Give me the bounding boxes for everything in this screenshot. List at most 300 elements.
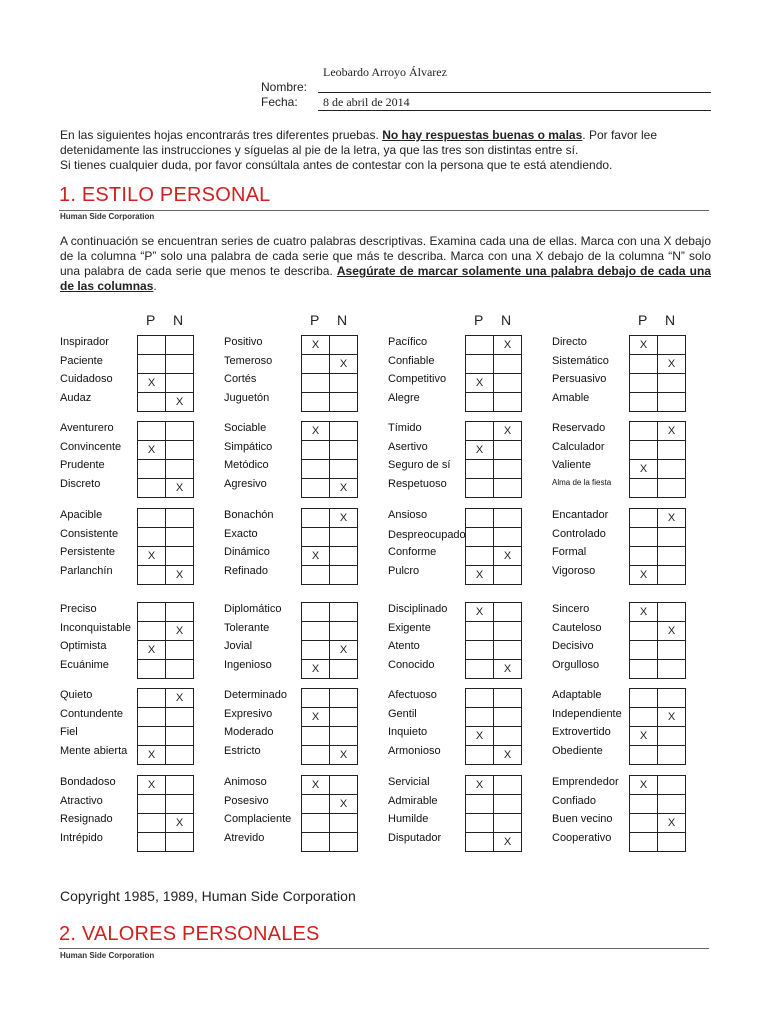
- answer-grid: [465, 688, 522, 765]
- answer-row: [630, 460, 686, 479]
- answer-row: [630, 528, 686, 547]
- p-checkbox[interactable]: [630, 441, 658, 460]
- n-checkbox[interactable]: X: [658, 509, 686, 528]
- p-checkbox[interactable]: [466, 355, 494, 374]
- n-checkbox[interactable]: [330, 708, 358, 727]
- n-checkbox[interactable]: X: [494, 336, 522, 355]
- word-label: Confiable: [388, 354, 435, 367]
- p-checkbox[interactable]: [302, 393, 330, 412]
- n-checkbox[interactable]: [166, 746, 194, 765]
- n-checkbox[interactable]: X: [166, 393, 194, 412]
- n-checkbox[interactable]: [166, 795, 194, 814]
- p-checkbox[interactable]: [630, 479, 658, 498]
- n-checkbox[interactable]: [494, 795, 522, 814]
- word-label: Jovial: [224, 640, 253, 653]
- p-checkbox[interactable]: [630, 355, 658, 374]
- word-label: Aventurero: [60, 422, 114, 434]
- p-checkbox[interactable]: [138, 460, 166, 479]
- p-checkbox[interactable]: [138, 795, 166, 814]
- n-checkbox[interactable]: X: [494, 833, 522, 852]
- answer-row: [302, 441, 358, 460]
- n-checkbox[interactable]: [166, 727, 194, 746]
- p-checkbox[interactable]: [138, 355, 166, 374]
- answer-row: [466, 833, 522, 852]
- answer-grid: [629, 421, 686, 498]
- n-checkbox[interactable]: [330, 566, 358, 585]
- p-checkbox[interactable]: X: [138, 776, 166, 795]
- word-label: Juguetón: [224, 392, 270, 405]
- answer-row: [630, 689, 686, 708]
- word-label: Mente abierta: [60, 745, 128, 758]
- n-checkbox[interactable]: [330, 776, 358, 795]
- p-checkbox[interactable]: [466, 509, 494, 528]
- n-checkbox[interactable]: [658, 479, 686, 498]
- p-checkbox[interactable]: [466, 708, 494, 727]
- fecha-value: 8 de abril de 2014: [323, 95, 410, 109]
- n-checkbox[interactable]: [658, 746, 686, 765]
- n-checkbox[interactable]: [166, 509, 194, 528]
- n-checkbox[interactable]: [330, 374, 358, 393]
- n-checkbox[interactable]: [658, 374, 686, 393]
- word-label: Amable: [552, 392, 590, 405]
- answer-row: [302, 393, 358, 412]
- p-checkbox[interactable]: [466, 833, 494, 852]
- answer-row: [630, 776, 686, 795]
- p-checkbox[interactable]: X: [630, 727, 658, 746]
- answer-row: [630, 547, 686, 566]
- p-checkbox[interactable]: [466, 814, 494, 833]
- n-checkbox[interactable]: [166, 336, 194, 355]
- n-checkbox[interactable]: X: [330, 746, 358, 765]
- p-checkbox[interactable]: [302, 460, 330, 479]
- word-label: Conocido: [388, 659, 435, 672]
- word-label: Resignado: [60, 813, 113, 826]
- p-checkbox[interactable]: [466, 460, 494, 479]
- n-checkbox[interactable]: [658, 660, 686, 679]
- n-checkbox[interactable]: [330, 814, 358, 833]
- n-checkbox[interactable]: [658, 641, 686, 660]
- n-checkbox[interactable]: [330, 393, 358, 412]
- p-checkbox[interactable]: X: [138, 746, 166, 765]
- p-checkbox[interactable]: [466, 547, 494, 566]
- answer-row: [138, 641, 194, 660]
- n-checkbox[interactable]: [494, 441, 522, 460]
- p-checkbox[interactable]: [302, 641, 330, 660]
- word-label: Atractivo: [60, 794, 103, 807]
- n-checkbox[interactable]: [658, 441, 686, 460]
- answer-row: [138, 708, 194, 727]
- answer-row: [302, 727, 358, 746]
- p-checkbox[interactable]: [466, 393, 494, 412]
- n-checkbox[interactable]: [330, 622, 358, 641]
- answer-row: [138, 479, 194, 498]
- n-checkbox[interactable]: [494, 460, 522, 479]
- answer-row: [630, 422, 686, 441]
- p-checkbox[interactable]: [302, 479, 330, 498]
- n-checkbox[interactable]: [658, 547, 686, 566]
- n-checkbox[interactable]: X: [330, 641, 358, 660]
- answer-row: [302, 689, 358, 708]
- n-checkbox[interactable]: [166, 422, 194, 441]
- word-label: Seguro de sí: [388, 459, 451, 472]
- n-checkbox[interactable]: [166, 460, 194, 479]
- p-checkbox[interactable]: X: [302, 660, 330, 679]
- p-checkbox[interactable]: [466, 528, 494, 547]
- n-checkbox[interactable]: [494, 355, 522, 374]
- answer-grid: [137, 602, 194, 679]
- n-checkbox[interactable]: X: [494, 660, 522, 679]
- column-n-header: N: [173, 312, 184, 328]
- p-checkbox[interactable]: [466, 622, 494, 641]
- n-checkbox[interactable]: [658, 393, 686, 412]
- p-checkbox[interactable]: [138, 528, 166, 547]
- answer-grid: [137, 775, 194, 852]
- answer-row: [302, 460, 358, 479]
- p-checkbox[interactable]: [138, 708, 166, 727]
- intro-paragraph: [60, 128, 720, 173]
- p-checkbox[interactable]: [302, 833, 330, 852]
- n-checkbox[interactable]: X: [658, 355, 686, 374]
- p-checkbox[interactable]: X: [138, 441, 166, 460]
- word-label: Servicial: [388, 776, 430, 788]
- n-checkbox[interactable]: [330, 660, 358, 679]
- answer-row: [302, 833, 358, 852]
- answer-row: [302, 479, 358, 498]
- word-label: Fiel: [60, 726, 78, 739]
- p-checkbox[interactable]: [630, 422, 658, 441]
- n-checkbox[interactable]: X: [494, 422, 522, 441]
- answer-grid: [465, 335, 522, 412]
- n-checkbox[interactable]: [494, 708, 522, 727]
- p-checkbox[interactable]: [466, 795, 494, 814]
- p-checkbox[interactable]: X: [466, 374, 494, 393]
- p-checkbox[interactable]: [466, 660, 494, 679]
- word-label: Complaciente: [224, 813, 292, 826]
- p-checkbox[interactable]: [630, 746, 658, 765]
- answer-row: [138, 776, 194, 795]
- n-checkbox[interactable]: [166, 641, 194, 660]
- p-checkbox[interactable]: [466, 422, 494, 441]
- n-checkbox[interactable]: [658, 336, 686, 355]
- n-checkbox[interactable]: X: [658, 814, 686, 833]
- p-checkbox[interactable]: [630, 374, 658, 393]
- p-checkbox[interactable]: X: [466, 776, 494, 795]
- word-label: Animoso: [224, 776, 267, 788]
- answer-grid: [465, 775, 522, 852]
- p-checkbox[interactable]: [138, 727, 166, 746]
- p-checkbox[interactable]: [302, 746, 330, 765]
- word-label: Sociable: [224, 422, 267, 434]
- word-label: Cooperativo: [552, 832, 612, 845]
- n-checkbox[interactable]: [494, 528, 522, 547]
- n-checkbox[interactable]: X: [166, 479, 194, 498]
- n-checkbox[interactable]: X: [166, 566, 194, 585]
- n-checkbox[interactable]: [330, 689, 358, 708]
- p-checkbox[interactable]: [466, 746, 494, 765]
- p-checkbox[interactable]: [138, 393, 166, 412]
- p-checkbox[interactable]: X: [302, 708, 330, 727]
- n-checkbox[interactable]: [330, 833, 358, 852]
- p-checkbox[interactable]: [630, 708, 658, 727]
- n-checkbox[interactable]: [166, 833, 194, 852]
- answer-row: [466, 689, 522, 708]
- p-checkbox[interactable]: X: [630, 460, 658, 479]
- n-checkbox[interactable]: X: [330, 479, 358, 498]
- answer-row: [302, 374, 358, 393]
- p-checkbox[interactable]: [138, 566, 166, 585]
- n-checkbox[interactable]: [330, 603, 358, 622]
- answer-row: [302, 814, 358, 833]
- answer-row: [138, 393, 194, 412]
- word-label: Orgulloso: [552, 659, 600, 672]
- p-checkbox[interactable]: [138, 814, 166, 833]
- n-checkbox[interactable]: X: [658, 708, 686, 727]
- section1-rule: [59, 210, 709, 211]
- n-checkbox[interactable]: [658, 603, 686, 622]
- p-checkbox[interactable]: [466, 689, 494, 708]
- p-checkbox[interactable]: X: [466, 441, 494, 460]
- n-checkbox[interactable]: [166, 374, 194, 393]
- n-checkbox[interactable]: [494, 393, 522, 412]
- answer-row: [302, 795, 358, 814]
- n-checkbox[interactable]: [494, 566, 522, 585]
- instructions-text: A continuación se encuentran series de cuatro palabras descriptivas. Examina cada una de ellas. Marca con una X debajo de la columna “P” solo una palabra de cada serie que más te describa. Marca con una X debajo de la columna “N” solo una palabra de cada serie que menos te describa.: [60, 234, 711, 278]
- answer-grid: [465, 508, 522, 585]
- section1-title: 1. ESTILO PERSONAL: [59, 184, 271, 206]
- word-label: Humilde: [388, 813, 429, 826]
- word-label: Estricto: [224, 745, 261, 758]
- word-label: Bonachón: [224, 509, 274, 521]
- p-checkbox[interactable]: [302, 727, 330, 746]
- answer-row: [302, 509, 358, 528]
- answer-grid: [301, 688, 358, 765]
- word-label: Bondadoso: [60, 776, 116, 788]
- section2-title: 2. VALORES PERSONALES: [59, 923, 320, 945]
- n-checkbox[interactable]: X: [330, 509, 358, 528]
- p-checkbox[interactable]: [630, 641, 658, 660]
- word-label: Determinado: [224, 689, 287, 701]
- n-checkbox[interactable]: [494, 603, 522, 622]
- p-checkbox[interactable]: [466, 336, 494, 355]
- answer-row: [630, 727, 686, 746]
- section2-rule: [59, 948, 709, 949]
- n-checkbox[interactable]: X: [166, 689, 194, 708]
- word-label: Vigoroso: [552, 565, 596, 578]
- word-label: Alma de la fiesta: [552, 478, 612, 488]
- answer-grid: [301, 602, 358, 679]
- answer-row: [138, 441, 194, 460]
- word-label: Directo: [552, 336, 587, 348]
- n-checkbox[interactable]: [166, 441, 194, 460]
- word-label: Quieto: [60, 689, 93, 701]
- p-checkbox[interactable]: [630, 814, 658, 833]
- word-label: Disciplinado: [388, 603, 448, 615]
- n-checkbox[interactable]: [494, 814, 522, 833]
- p-checkbox[interactable]: X: [466, 566, 494, 585]
- n-checkbox[interactable]: X: [166, 814, 194, 833]
- answer-row: [466, 509, 522, 528]
- word-label: Pacífico: [388, 336, 428, 348]
- p-checkbox[interactable]: [138, 660, 166, 679]
- n-checkbox[interactable]: X: [330, 795, 358, 814]
- answer-row: [302, 622, 358, 641]
- word-label: Formal: [552, 546, 587, 559]
- answer-row: [466, 441, 522, 460]
- p-checkbox[interactable]: [302, 689, 330, 708]
- word-label: Paciente: [60, 354, 103, 367]
- n-checkbox[interactable]: [166, 660, 194, 679]
- n-checkbox[interactable]: [166, 776, 194, 795]
- p-checkbox[interactable]: [630, 795, 658, 814]
- p-checkbox[interactable]: [138, 689, 166, 708]
- n-checkbox[interactable]: [494, 622, 522, 641]
- n-checkbox[interactable]: [494, 641, 522, 660]
- n-checkbox[interactable]: [494, 727, 522, 746]
- word-label: Despreocupado: [388, 528, 466, 541]
- answer-row: [138, 460, 194, 479]
- answer-grid: [301, 508, 358, 585]
- p-checkbox[interactable]: [302, 622, 330, 641]
- answer-row: [302, 746, 358, 765]
- column-n-header: N: [501, 312, 512, 328]
- p-checkbox[interactable]: X: [302, 547, 330, 566]
- n-checkbox[interactable]: [658, 460, 686, 479]
- p-checkbox[interactable]: [302, 374, 330, 393]
- n-checkbox[interactable]: X: [658, 622, 686, 641]
- word-label: Ecuánime: [60, 659, 109, 672]
- p-checkbox[interactable]: [138, 422, 166, 441]
- p-checkbox[interactable]: X: [466, 603, 494, 622]
- column-p-header: P: [474, 312, 484, 328]
- answer-row: [466, 422, 522, 441]
- n-checkbox[interactable]: [330, 441, 358, 460]
- answer-row: [630, 708, 686, 727]
- n-checkbox[interactable]: [166, 528, 194, 547]
- n-checkbox[interactable]: [166, 547, 194, 566]
- p-checkbox[interactable]: X: [302, 422, 330, 441]
- answer-row: [302, 641, 358, 660]
- p-checkbox[interactable]: [630, 689, 658, 708]
- p-checkbox[interactable]: [302, 795, 330, 814]
- p-checkbox[interactable]: [302, 814, 330, 833]
- n-checkbox[interactable]: [494, 374, 522, 393]
- word-label: Prudente: [60, 459, 105, 472]
- answer-row: [466, 528, 522, 547]
- n-checkbox[interactable]: [658, 727, 686, 746]
- p-checkbox[interactable]: [302, 355, 330, 374]
- p-checkbox[interactable]: X: [630, 603, 658, 622]
- p-checkbox[interactable]: [138, 622, 166, 641]
- n-checkbox[interactable]: [330, 422, 358, 441]
- n-checkbox[interactable]: X: [494, 746, 522, 765]
- n-checkbox[interactable]: [330, 727, 358, 746]
- p-checkbox[interactable]: X: [302, 776, 330, 795]
- n-checkbox[interactable]: [494, 509, 522, 528]
- fecha-underline[interactable]: [318, 110, 711, 111]
- answer-row: [138, 336, 194, 355]
- answer-row: [302, 355, 358, 374]
- n-checkbox[interactable]: [166, 355, 194, 374]
- p-checkbox[interactable]: [138, 603, 166, 622]
- n-checkbox[interactable]: X: [330, 355, 358, 374]
- answer-row: [302, 547, 358, 566]
- word-label: Expresivo: [224, 707, 273, 720]
- p-checkbox[interactable]: [138, 833, 166, 852]
- answer-row: [466, 566, 522, 585]
- answer-grid: [629, 602, 686, 679]
- p-checkbox[interactable]: [630, 528, 658, 547]
- n-checkbox[interactable]: X: [658, 422, 686, 441]
- p-checkbox[interactable]: [630, 660, 658, 679]
- p-checkbox[interactable]: [302, 603, 330, 622]
- n-checkbox[interactable]: X: [494, 547, 522, 566]
- nombre-underline[interactable]: [318, 92, 711, 93]
- word-label: Competitivo: [388, 373, 447, 386]
- n-checkbox[interactable]: [658, 833, 686, 852]
- n-checkbox[interactable]: [494, 479, 522, 498]
- n-checkbox[interactable]: [658, 528, 686, 547]
- p-checkbox[interactable]: [466, 479, 494, 498]
- p-checkbox[interactable]: X: [302, 336, 330, 355]
- p-checkbox[interactable]: [138, 336, 166, 355]
- answer-row: [138, 833, 194, 852]
- n-checkbox[interactable]: X: [166, 622, 194, 641]
- n-checkbox[interactable]: [658, 566, 686, 585]
- n-checkbox[interactable]: [330, 336, 358, 355]
- p-checkbox[interactable]: [302, 441, 330, 460]
- p-checkbox[interactable]: X: [630, 336, 658, 355]
- answer-row: [466, 603, 522, 622]
- p-checkbox[interactable]: [138, 479, 166, 498]
- instructions-bold: Asegúrate de marcar solamente una palabra debajo de cada una de las columnas: [60, 264, 711, 293]
- p-checkbox[interactable]: X: [138, 641, 166, 660]
- p-checkbox[interactable]: X: [138, 547, 166, 566]
- n-checkbox[interactable]: [330, 547, 358, 566]
- word-label: Pulcro: [388, 565, 420, 578]
- p-checkbox[interactable]: X: [630, 776, 658, 795]
- word-label: Apacible: [60, 509, 103, 521]
- n-checkbox[interactable]: [330, 460, 358, 479]
- p-checkbox[interactable]: X: [138, 374, 166, 393]
- n-checkbox[interactable]: [166, 603, 194, 622]
- p-checkbox[interactable]: [630, 547, 658, 566]
- word-label: Alegre: [388, 392, 420, 405]
- n-checkbox[interactable]: [658, 795, 686, 814]
- p-checkbox[interactable]: [302, 528, 330, 547]
- p-checkbox[interactable]: [630, 622, 658, 641]
- p-checkbox[interactable]: [630, 509, 658, 528]
- p-checkbox[interactable]: [466, 641, 494, 660]
- answer-row: [138, 374, 194, 393]
- n-checkbox[interactable]: [658, 776, 686, 795]
- fecha-label: Fecha:: [261, 95, 298, 109]
- p-checkbox[interactable]: [138, 509, 166, 528]
- p-checkbox[interactable]: [630, 393, 658, 412]
- n-checkbox[interactable]: [330, 528, 358, 547]
- n-checkbox[interactable]: [658, 689, 686, 708]
- answer-row: [466, 547, 522, 566]
- word-label: Encantador: [552, 509, 609, 521]
- p-checkbox[interactable]: [302, 509, 330, 528]
- n-checkbox[interactable]: [494, 689, 522, 708]
- p-checkbox[interactable]: X: [630, 566, 658, 585]
- p-checkbox[interactable]: [630, 833, 658, 852]
- n-checkbox[interactable]: [494, 776, 522, 795]
- p-checkbox[interactable]: [302, 566, 330, 585]
- p-checkbox[interactable]: X: [466, 727, 494, 746]
- n-checkbox[interactable]: [166, 708, 194, 727]
- word-label: Cuidadoso: [60, 373, 113, 386]
